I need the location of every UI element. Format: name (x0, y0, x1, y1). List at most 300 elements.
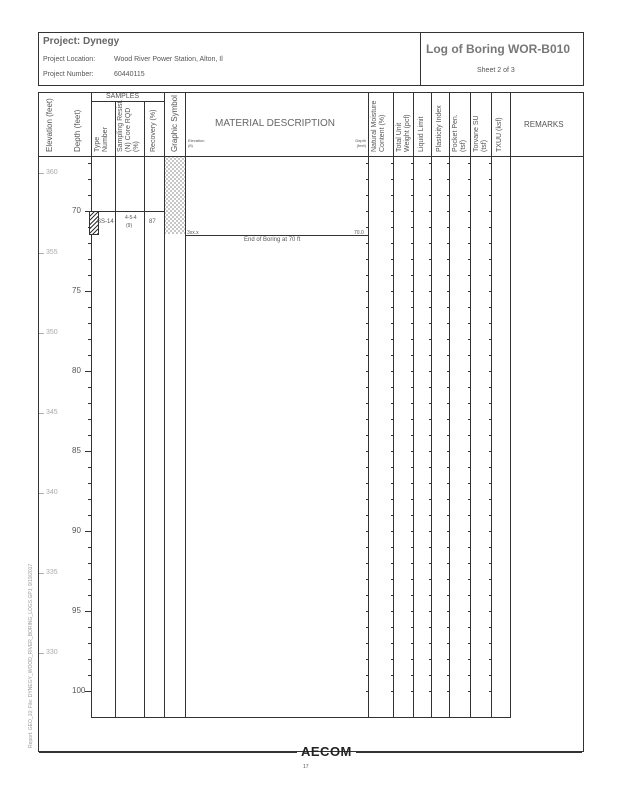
grid-tick (391, 451, 394, 452)
depth-minor-tick (88, 547, 91, 548)
grid-tick (366, 515, 369, 516)
depth-minor-tick (88, 643, 91, 644)
depth-minor-tick (88, 195, 91, 196)
grid-tick (429, 563, 432, 564)
grid-tick (366, 291, 369, 292)
grid-tick (366, 531, 369, 532)
grid-tick (366, 691, 369, 692)
depth-minor-tick (88, 467, 91, 468)
depth-minor-tick (88, 243, 91, 244)
grid-tick (366, 387, 369, 388)
grid-tick (489, 355, 492, 356)
grid-tick (391, 419, 394, 420)
grid-tick (391, 307, 394, 308)
grid-tick (447, 499, 450, 500)
grid-tick (366, 259, 369, 260)
grid-tick (391, 371, 394, 372)
grid-tick (429, 163, 432, 164)
project-label-text: Project: (43, 36, 81, 47)
location-value: Wood River Power Station, Alton, Il (114, 56, 223, 63)
grid-tick (447, 643, 450, 644)
col-samples: SAMPLES (106, 93, 140, 100)
depth-major-tick (85, 291, 91, 292)
grid-tick (468, 563, 471, 564)
grid-tick (468, 291, 471, 292)
grid-tick (411, 419, 414, 420)
grid-tick (468, 195, 471, 196)
grid-tick (429, 179, 432, 180)
grid-tick (366, 627, 369, 628)
sample-number: SS-14 (97, 219, 114, 225)
grid-tick (366, 419, 369, 420)
depth-tick-label: 90 (72, 526, 81, 536)
grid-tick (411, 371, 414, 372)
grid-tick (447, 547, 450, 548)
grid-tick (489, 547, 492, 548)
grid-tick (411, 243, 414, 244)
grid-tick (447, 339, 450, 340)
grid-tick (489, 291, 492, 292)
grid-tick (447, 483, 450, 484)
elevation-tick (39, 173, 44, 174)
grid-tick (429, 531, 432, 532)
sample-blows: 4-5-4 (125, 215, 137, 221)
grid-tick (429, 227, 432, 228)
grid-tick (411, 531, 414, 532)
grid-tick (489, 659, 492, 660)
grid-tick (411, 355, 414, 356)
grid-tick (429, 291, 432, 292)
depth-minor-tick (88, 355, 91, 356)
depth-minor-tick (88, 227, 91, 228)
grid-tick (468, 307, 471, 308)
grid-tick (468, 579, 471, 580)
grid-tick (468, 355, 471, 356)
grid-tick (391, 259, 394, 260)
grid-tick (447, 659, 450, 660)
grid-tick (366, 179, 369, 180)
grid-tick (489, 227, 492, 228)
grid-tick (468, 515, 471, 516)
grid-tick (391, 163, 394, 164)
col-elev-sub: Elevation (ft) (188, 138, 205, 148)
elevation-tick-label: 345 (46, 409, 58, 416)
depth-minor-tick (88, 515, 91, 516)
elevation-tick (39, 253, 44, 254)
grid-tick (391, 675, 394, 676)
col-unit-wt: Total Unit Weight (pcf) (396, 114, 411, 152)
depth-minor-tick (88, 307, 91, 308)
grid-tick (468, 403, 471, 404)
grid-tick (489, 195, 492, 196)
grid-tick (391, 275, 394, 276)
grid-tick (391, 515, 394, 516)
grid-tick (411, 227, 414, 228)
grid-tick (366, 243, 369, 244)
grid-tick (411, 259, 414, 260)
grid-tick (411, 195, 414, 196)
grid-tick (447, 227, 450, 228)
grid-tick (391, 483, 394, 484)
grid-tick (411, 579, 414, 580)
grid-tick (391, 403, 394, 404)
grid-tick (366, 547, 369, 548)
grid-tick (366, 275, 369, 276)
grid-tick (366, 227, 369, 228)
grid-tick (429, 467, 432, 468)
number-value: 60440115 (114, 71, 145, 78)
grid-tick (489, 563, 492, 564)
grid-tick (366, 659, 369, 660)
depth-minor-tick (88, 339, 91, 340)
grid-tick (489, 323, 492, 324)
grid-tick (366, 323, 369, 324)
grid-tick (366, 211, 369, 212)
grid-tick (391, 243, 394, 244)
depth-major-tick (85, 451, 91, 452)
depth-major-tick (85, 211, 91, 212)
grid-tick (391, 579, 394, 580)
grid-tick (429, 339, 432, 340)
grid-tick (411, 595, 414, 596)
grid-tick (391, 179, 394, 180)
grid-tick (366, 435, 369, 436)
grid-tick (411, 675, 414, 676)
elevation-tick-label: 340 (46, 489, 58, 496)
col-recovery: Recovery (%) (150, 109, 157, 152)
grid-tick (429, 419, 432, 420)
footer-logo: AECOM (301, 744, 352, 759)
grid-tick (429, 579, 432, 580)
log-table (38, 92, 584, 752)
end-text: End of Boring at 70 ft (244, 237, 301, 243)
depth-major-tick (85, 611, 91, 612)
grid-tick (391, 323, 394, 324)
grid-tick (468, 387, 471, 388)
grid-tick (391, 611, 394, 612)
end-depth: 70.0 (354, 230, 364, 236)
grid-tick (447, 179, 450, 180)
grid-tick (411, 483, 414, 484)
grid-tick (411, 627, 414, 628)
side-file-path: Report: GEO_10; File: DYNEGY_WOOD_RIVER_BORING_LOGS.GPJ; 9/19/2017 (28, 563, 34, 748)
grid-tick (447, 467, 450, 468)
grid-tick (429, 547, 432, 548)
grid-tick (468, 643, 471, 644)
col-depth-sub: Depth (feet) (355, 138, 366, 148)
grid-tick (411, 323, 414, 324)
grid-tick (489, 163, 492, 164)
grid-tick (391, 195, 394, 196)
grid-tick (391, 499, 394, 500)
grid-tick (429, 307, 432, 308)
grid-tick (411, 451, 414, 452)
grid-tick (366, 355, 369, 356)
depth-minor-tick (88, 435, 91, 436)
depth-minor-tick (88, 323, 91, 324)
project-label (43, 36, 119, 47)
grid-tick (411, 515, 414, 516)
footer-page: 17 (303, 764, 309, 770)
grid-tick (366, 483, 369, 484)
grid-tick (489, 259, 492, 260)
depth-minor-tick (88, 563, 91, 564)
grid-tick (447, 595, 450, 596)
grid-tick (411, 691, 414, 692)
grid-tick (489, 595, 492, 596)
grid-tick (447, 291, 450, 292)
grid-tick (429, 435, 432, 436)
grid-tick (489, 179, 492, 180)
grid-tick (447, 211, 450, 212)
grid-tick (411, 163, 414, 164)
grid-tick (468, 627, 471, 628)
grid-tick (391, 435, 394, 436)
grid-tick (411, 211, 414, 212)
grid-tick (447, 275, 450, 276)
col-sampling: Sampling Resist. (N) Core RQD (%) (117, 99, 140, 152)
col-number: Number (102, 127, 109, 152)
grid-tick (489, 579, 492, 580)
grid-tick (366, 339, 369, 340)
grid-tick (489, 211, 492, 212)
depth-minor-tick (88, 387, 91, 388)
grid-tick (468, 163, 471, 164)
elevation-tick-label: 335 (46, 569, 58, 576)
depth-major-tick (85, 691, 91, 692)
grid-tick (391, 339, 394, 340)
col-txuu: TXUU (ksf) (496, 117, 503, 152)
depth-major-tick (85, 531, 91, 532)
grid-tick (489, 419, 492, 420)
grid-tick (366, 643, 369, 644)
grid-tick (366, 675, 369, 676)
grid-tick (489, 499, 492, 500)
grid-tick (468, 243, 471, 244)
col-remarks: REMARKS (524, 120, 564, 129)
grid-tick (447, 531, 450, 532)
grid-tick (366, 579, 369, 580)
col-graphic: Graphic Symbol (170, 95, 179, 152)
elevation-tick-label: 330 (46, 649, 58, 656)
depth-tick-label: 75 (72, 286, 81, 296)
grid-tick (429, 611, 432, 612)
depth-tick-label: 70 (72, 206, 81, 216)
col-depth: Depth (feet) (73, 109, 82, 152)
grid-tick (489, 531, 492, 532)
grid-tick (429, 483, 432, 484)
grid-tick (468, 595, 471, 596)
graphic-symbol-fill (165, 157, 186, 234)
grid-tick (429, 211, 432, 212)
grid-tick (447, 451, 450, 452)
grid-tick (429, 387, 432, 388)
depth-minor-tick (88, 419, 91, 420)
grid-tick (489, 435, 492, 436)
grid-tick (447, 579, 450, 580)
project-name: Dynegy (83, 36, 120, 47)
grid-tick (429, 643, 432, 644)
grid-tick (489, 339, 492, 340)
grid-tick (468, 419, 471, 420)
grid-tick (468, 611, 471, 612)
sample-n: (9) (126, 223, 133, 229)
grid-tick (447, 371, 450, 372)
grid-tick (468, 227, 471, 228)
depth-minor-tick (88, 627, 91, 628)
elevation-tick-label: 355 (46, 249, 58, 256)
location-label: Project Location: (43, 56, 96, 63)
col-torvane: Torvane SU (tsf) (473, 115, 488, 152)
grid-tick (391, 547, 394, 548)
grid-tick (489, 627, 492, 628)
grid-tick (468, 451, 471, 452)
depth-minor-tick (88, 499, 91, 500)
grid-tick (366, 563, 369, 564)
sample-recovery: 87 (149, 219, 156, 225)
grid-tick (411, 499, 414, 500)
grid-tick (429, 403, 432, 404)
col-type: Type (94, 136, 101, 152)
grid-tick (411, 563, 414, 564)
col-moisture: Natural Moisture Content (%) (371, 100, 386, 152)
grid-tick (489, 515, 492, 516)
grid-tick (489, 611, 492, 612)
grid-tick (411, 611, 414, 612)
grid-tick (429, 659, 432, 660)
grid-tick (366, 499, 369, 500)
sheet-number: Sheet 2 of 3 (477, 67, 515, 74)
grid-tick (447, 403, 450, 404)
grid-tick (447, 691, 450, 692)
grid-tick (391, 211, 394, 212)
grid-tick (489, 275, 492, 276)
grid-tick (447, 163, 450, 164)
grid-tick (468, 531, 471, 532)
grid-tick (391, 563, 394, 564)
grid-tick (489, 451, 492, 452)
grid-tick (468, 179, 471, 180)
depth-major-tick (85, 371, 91, 372)
grid-tick (489, 387, 492, 388)
grid-tick (429, 371, 432, 372)
elevation-tick-label: 360 (46, 169, 58, 176)
grid-tick (468, 275, 471, 276)
elevation-tick-label: 350 (46, 329, 58, 336)
grid-tick (468, 323, 471, 324)
elevation-tick (39, 413, 44, 414)
grid-tick (366, 451, 369, 452)
grid-tick (366, 595, 369, 596)
grid-tick (391, 355, 394, 356)
grid-tick (447, 563, 450, 564)
grid-tick (447, 675, 450, 676)
grid-tick (447, 355, 450, 356)
grid-tick (366, 371, 369, 372)
grid-tick (411, 179, 414, 180)
grid-tick (489, 675, 492, 676)
grid-tick (391, 467, 394, 468)
grid-tick (489, 243, 492, 244)
grid-tick (391, 659, 394, 660)
col-plasticity: Plasticity Index (436, 105, 443, 152)
grid-tick (411, 467, 414, 468)
grid-tick (468, 659, 471, 660)
grid-tick (447, 323, 450, 324)
grid-tick (429, 515, 432, 516)
grid-tick (489, 691, 492, 692)
grid-tick (429, 355, 432, 356)
depth-tick-label: 80 (72, 366, 81, 376)
grid-tick (447, 435, 450, 436)
grid-tick (429, 275, 432, 276)
col-liquid: Liquid Limit (418, 116, 425, 152)
grid-tick (366, 611, 369, 612)
grid-tick (411, 659, 414, 660)
grid-tick (468, 211, 471, 212)
grid-tick (468, 691, 471, 692)
grid-tick (447, 259, 450, 260)
grid-tick (468, 675, 471, 676)
number-label: Project Number: (43, 71, 94, 78)
grid-tick (447, 611, 450, 612)
grid-tick (447, 515, 450, 516)
grid-tick (411, 291, 414, 292)
grid-tick (429, 259, 432, 260)
grid-tick (391, 643, 394, 644)
elevation-tick (39, 653, 44, 654)
grid-tick (468, 259, 471, 260)
depth-minor-tick (88, 259, 91, 260)
grid-tick (429, 451, 432, 452)
depth-tick-label: 85 (72, 446, 81, 456)
depth-minor-tick (88, 579, 91, 580)
depth-minor-tick (88, 275, 91, 276)
depth-minor-tick (88, 675, 91, 676)
grid-tick (429, 595, 432, 596)
grid-tick (468, 371, 471, 372)
grid-tick (429, 243, 432, 244)
col-pocket: Pocket Pen. (tsf) (452, 114, 467, 152)
grid-tick (411, 435, 414, 436)
depth-tick-label: 95 (72, 606, 81, 616)
elevation-tick (39, 333, 44, 334)
grid-tick (468, 339, 471, 340)
grid-tick (411, 643, 414, 644)
grid-tick (489, 371, 492, 372)
depth-tick-label: 100 (72, 686, 86, 696)
grid-tick (411, 547, 414, 548)
grid-tick (411, 275, 414, 276)
grid-tick (429, 627, 432, 628)
end-elevation: 3xx.x (187, 230, 199, 236)
grid-tick (411, 307, 414, 308)
grid-tick (447, 627, 450, 628)
grid-tick (366, 163, 369, 164)
grid-tick (411, 339, 414, 340)
grid-tick (411, 387, 414, 388)
grid-tick (468, 467, 471, 468)
grid-tick (447, 387, 450, 388)
grid-tick (391, 387, 394, 388)
grid-tick (429, 691, 432, 692)
grid-tick (391, 227, 394, 228)
grid-tick (366, 403, 369, 404)
depth-minor-tick (88, 595, 91, 596)
grid-tick (366, 195, 369, 196)
depth-minor-tick (88, 403, 91, 404)
elevation-tick (39, 573, 44, 574)
